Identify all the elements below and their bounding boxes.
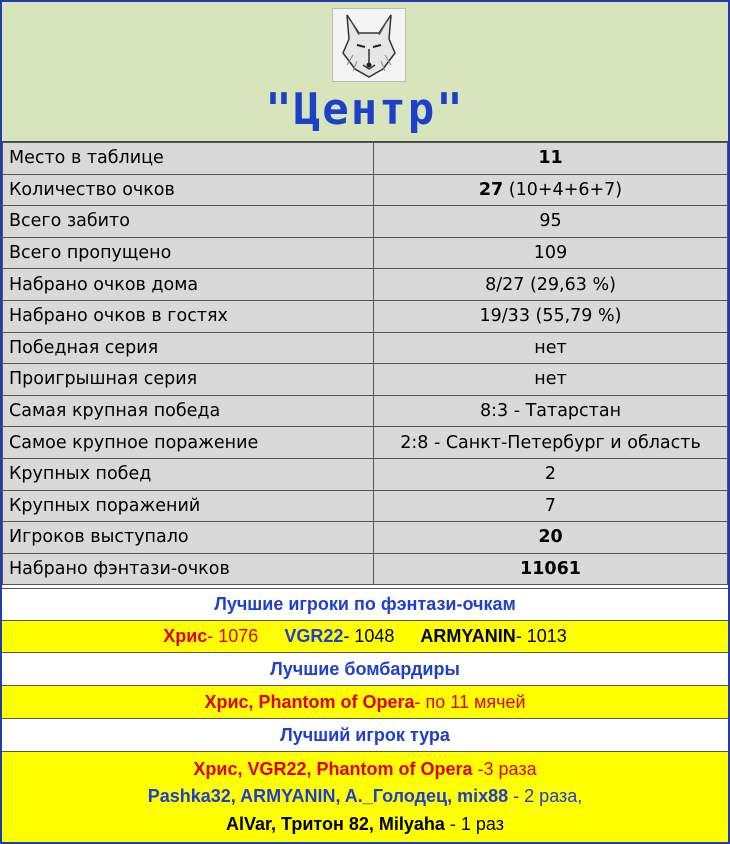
- tour-detail: - 2 раза,: [508, 786, 583, 807]
- stat-value: 95: [374, 206, 728, 238]
- stat-value: 2:8 - Санкт-Петербург и область: [374, 427, 728, 459]
- fantasy-player-score: - 1013: [515, 626, 567, 646]
- tour-players: [2, 751, 728, 842]
- fantasy-player-name: Хрис: [163, 626, 208, 646]
- stat-value: 20: [374, 522, 728, 554]
- wolf-logo: [332, 8, 406, 82]
- stat-value: 11061: [374, 553, 728, 585]
- tour-detail: - 1 раз: [444, 813, 504, 834]
- stat-label: Набрано очков дома: [3, 269, 374, 301]
- fantasy-player-name: ARMYANIN: [420, 626, 516, 646]
- table-row: [3, 174, 728, 206]
- table-row: [3, 332, 728, 364]
- header: [2, 2, 728, 142]
- table-row: [3, 269, 728, 301]
- tour-names: AlVar, Тритон 82, Milyaha: [226, 813, 445, 834]
- table-row: [3, 427, 728, 459]
- tour-detail: -3 раза: [472, 759, 537, 780]
- table-row: [3, 364, 728, 396]
- table-row: [3, 206, 728, 238]
- table-row: [3, 522, 728, 554]
- scorers-line: [2, 685, 728, 718]
- stats-table: [2, 142, 728, 585]
- stat-value: 11: [374, 143, 728, 175]
- stat-value: 109: [374, 237, 728, 269]
- stat-label: Место в таблице: [3, 143, 374, 175]
- table-row: [3, 458, 728, 490]
- page-title: "Центр": [265, 84, 465, 135]
- stat-value: 7: [374, 490, 728, 522]
- table-row: [3, 237, 728, 269]
- stat-label: Самое крупное поражение: [3, 427, 374, 459]
- scorers-heading: Лучшие бомбардиры: [2, 652, 728, 685]
- stat-label: Игроков выступало: [3, 522, 374, 554]
- stat-value: нет: [374, 364, 728, 396]
- table-row: [3, 553, 728, 585]
- stat-label: Самая крупная победа: [3, 395, 374, 427]
- stat-label: Крупных поражений: [3, 490, 374, 522]
- stat-value: 8:3 - Татарстан: [374, 395, 728, 427]
- stat-label: Победная серия: [3, 332, 374, 364]
- stat-value: 19/33 (55,79 %): [374, 300, 728, 332]
- stat-value: 2: [374, 458, 728, 490]
- scorers-names: Хрис, Phantom of Opera: [204, 691, 415, 712]
- fantasy-heading: Лучшие игроки по фэнтази-очкам: [2, 588, 728, 620]
- scorers-detail: - по 11 мячей: [414, 691, 526, 712]
- stat-label: Набрано фэнтази-очков: [3, 553, 374, 585]
- fantasy-player-score: - 1076: [207, 626, 259, 646]
- tour-heading: Лучший игрок тура: [2, 718, 728, 751]
- stat-value: [374, 174, 728, 206]
- stat-label: Всего пропущено: [3, 237, 374, 269]
- fantasy-player-name: VGR22: [284, 626, 344, 646]
- tour-names: Pashka32, ARMYANIN, A._Голодец, mix88: [147, 786, 509, 807]
- stat-label: Всего забито: [3, 206, 374, 238]
- stat-value: 8/27 (29,63 %): [374, 269, 728, 301]
- tour-line-1: [193, 759, 536, 780]
- table-row: [3, 490, 728, 522]
- tour-line-3: [226, 814, 504, 835]
- points-breakdown: (10+4+6+7): [508, 179, 623, 200]
- stat-label: Крупных побед: [3, 458, 374, 490]
- table-row: [3, 395, 728, 427]
- fantasy-player-score: - 1048: [343, 626, 395, 646]
- stat-label: Количество очков: [3, 174, 374, 206]
- stat-label: Набрано очков в гостях: [3, 300, 374, 332]
- tour-names: Хрис, VGR22, Phantom of Opera: [193, 759, 473, 780]
- tour-line-2: [148, 786, 583, 807]
- stat-label: Проигрышная серия: [3, 364, 374, 396]
- stat-value: нет: [374, 332, 728, 364]
- table-row: [3, 143, 728, 175]
- table-row: [3, 300, 728, 332]
- fantasy-players: [2, 620, 728, 652]
- points-total: 27: [478, 179, 504, 200]
